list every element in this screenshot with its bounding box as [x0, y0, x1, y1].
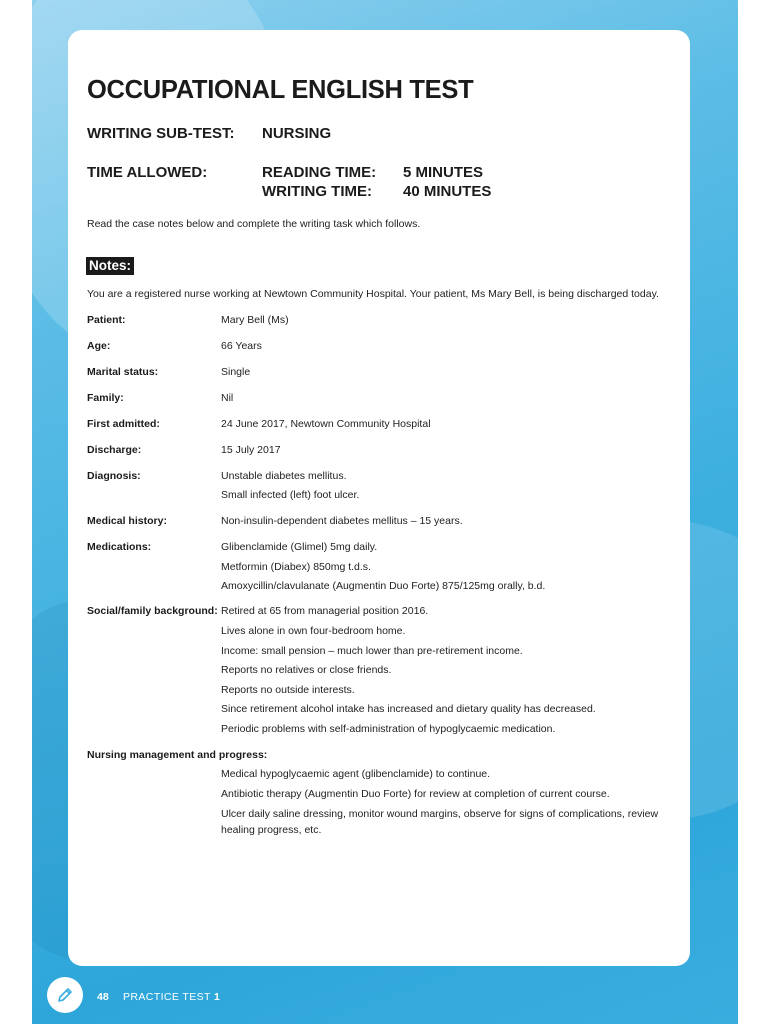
- subtest-value: NURSING: [262, 125, 332, 142]
- discharge-value: 15 July 2017: [221, 444, 281, 456]
- first-admitted-label: First admitted:: [87, 418, 160, 430]
- social-background-line: Retired at 65 from managerial position 2016.: [221, 605, 429, 617]
- marital-status-label: Marital status:: [87, 366, 159, 378]
- reading-time-label: READING TIME:: [262, 164, 377, 181]
- medication-line: Glibenclamide (Glimel) 5mg daily.: [221, 541, 378, 553]
- social-background-line: Periodic problems with self-administration of hypoglycaemic medication.: [221, 723, 556, 735]
- marital-status-value: Single: [221, 366, 251, 378]
- nursing-management-line: healing progress, etc.: [221, 824, 322, 836]
- medications-label: Medications:: [87, 541, 152, 553]
- nursing-management-line: Antibiotic therapy (Augmentin Duo Forte) for review at completion of current course.: [221, 788, 610, 800]
- footer-label: [123, 991, 220, 1003]
- notes-heading: Notes:: [86, 257, 134, 275]
- nursing-management-label: Nursing management and progress:: [87, 749, 268, 761]
- social-background-line: Income: small pension – much lower than pre-retirement income.: [221, 645, 523, 657]
- medication-line: Amoxycillin/clavulanate (Augmentin Duo Forte) 875/125mg orally, b.d.: [221, 580, 546, 592]
- nursing-management-line: Ulcer daily saline dressing, monitor wound margins, observe for signs of complications, review: [221, 808, 659, 820]
- writing-time-value: 40 MINUTES: [403, 183, 492, 200]
- age-value: 66 Years: [221, 340, 262, 352]
- test-number: 1: [214, 991, 221, 1003]
- family-label: Family:: [87, 392, 124, 404]
- subtest-label: WRITING SUB-TEST:: [87, 125, 235, 142]
- diagnosis-label: Diagnosis:: [87, 470, 141, 482]
- nursing-management-line: Medical hypoglycaemic agent (glibenclamide) to continue.: [221, 768, 491, 780]
- social-background-line: Lives alone in own four-bedroom home.: [221, 625, 406, 637]
- page-number: 48: [97, 991, 109, 1003]
- time-allowed-label: TIME ALLOWED:: [87, 164, 208, 181]
- instructions: Read the case notes below and complete the writing task which follows.: [87, 218, 421, 230]
- diagnosis-line: Unstable diabetes mellitus.: [221, 470, 347, 482]
- social-background-line: Reports no outside interests.: [221, 684, 355, 696]
- diagnosis-line: Small infected (left) foot ulcer.: [221, 489, 360, 501]
- social-background-line: Reports no relatives or close friends.: [221, 664, 392, 676]
- age-label: Age:: [87, 340, 111, 352]
- writing-time-label: WRITING TIME:: [262, 183, 372, 200]
- document-title: OCCUPATIONAL ENGLISH TEST: [87, 76, 474, 104]
- discharge-label: Discharge:: [87, 444, 142, 456]
- practice-test-label: PRACTICE TEST: [123, 991, 211, 1003]
- patient-value: Mary Bell (Ms): [221, 314, 289, 326]
- reading-time-value: 5 MINUTES: [403, 164, 484, 181]
- medical-history-label: Medical history:: [87, 515, 167, 527]
- social-background-line: Since retirement alcohol intake has increased and dietary quality has decreased.: [221, 703, 596, 715]
- case-intro: You are a registered nurse working at Newtown Community Hospital. Your patient, Ms Mary Bell, is being discharged today.: [87, 288, 659, 300]
- footer-badge: [47, 977, 83, 1013]
- pencil-icon: [56, 986, 74, 1004]
- family-value: Nil: [221, 392, 234, 404]
- first-admitted-value: 24 June 2017, Newtown Community Hospital: [221, 418, 431, 430]
- social-background-label: Social/family background:: [87, 605, 218, 617]
- medical-history-value: Non-insulin-dependent diabetes mellitus – 15 years.: [221, 515, 463, 527]
- medication-line: Metformin (Diabex) 850mg t.d.s.: [221, 561, 371, 573]
- patient-label: Patient:: [87, 314, 126, 326]
